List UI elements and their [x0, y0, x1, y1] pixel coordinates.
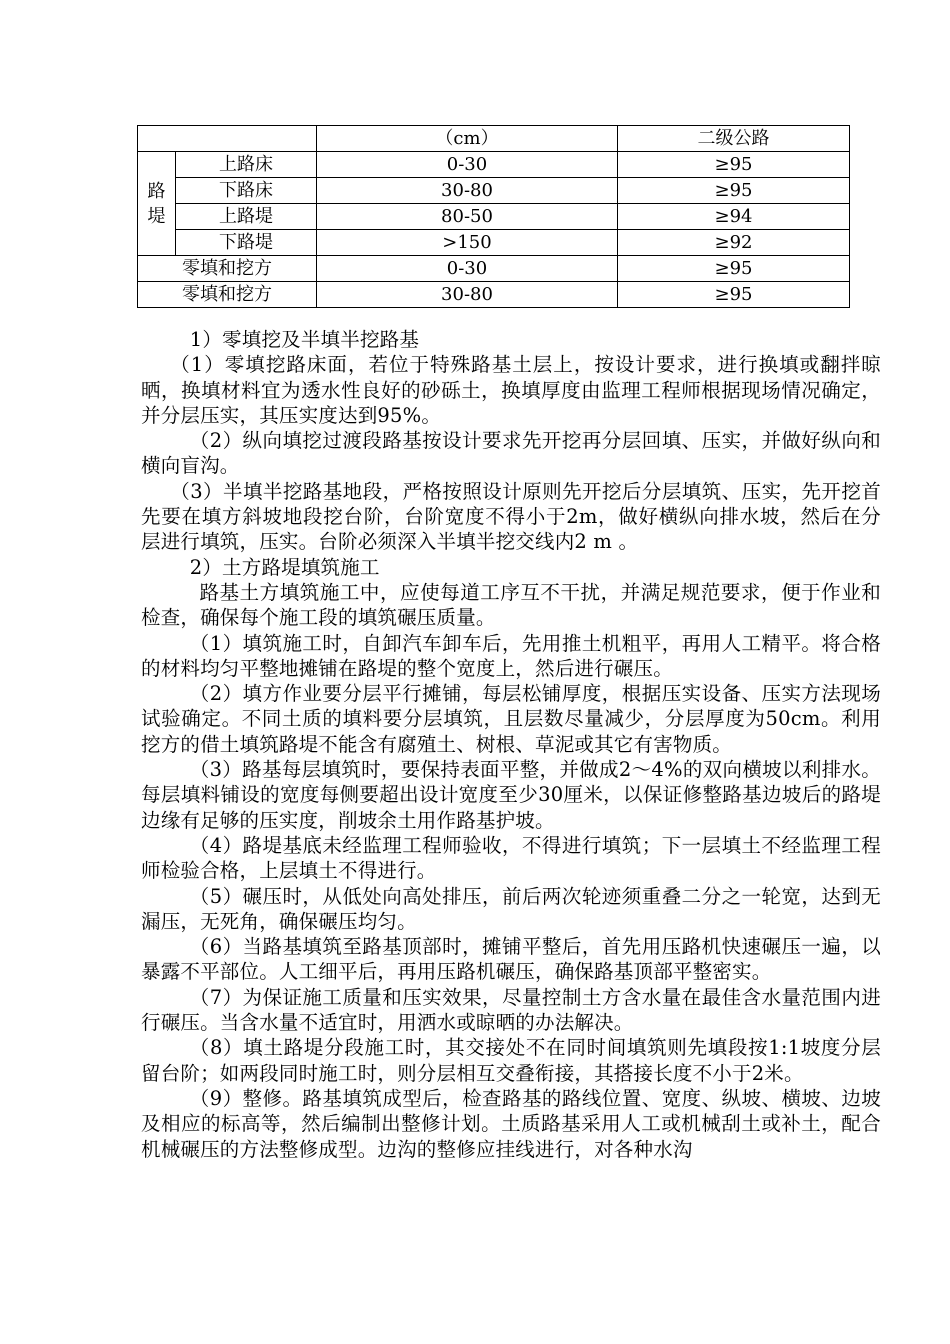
group-label-cell [138, 152, 176, 256]
paragraph: （7）为保证施工质量和压实效果，尽量控制土方含水量在最佳含水量范围内进行碾压。当含水量不适宜时，用洒水或晾晒的办法解决。 [141, 985, 881, 1035]
group-label-char: 路 [147, 180, 166, 202]
row-depth-cell: 0-30 [317, 256, 618, 282]
paragraph: （5）碾压时，从低处向高处排压，前后两次轮迹须重叠二分之一轮宽，达到无漏压，无死角，确保碾压均匀。 [141, 884, 881, 933]
row-value-cell: ≥92 [618, 230, 850, 256]
paragraph: （9）整修。路基填筑成型后，检查路基的路线位置、宽度、纵坡、横坡、边坡及相应的标高等，然后编制出整修计划。土质路基采用人工或机械刮土或补土，配合机械碾压的方法整修成型。边沟的整修应挂线进行，对各种水沟 [141, 1086, 881, 1161]
paragraph: （3）半填半挖路基地段，严格按照设计原则先开挖后分层填筑、压实，先开挖首先要在填方斜坡地段挖台阶，台阶宽度不得小于2m，做好横纵向排水坡，然后在分层进行填筑，压实。台阶必须深入半填半挖交线内2 m 。 [141, 479, 881, 554]
row-name-cell: 下路床 [176, 178, 317, 204]
paragraph: （2）填方作业要分层平行摊铺，每层松铺厚度，根据压实设备、压实方法现场试验确定。不同土质的填料要分层填筑，且层数尽量减少，分层厚度为50cm。利用挖方的借土填筑路堤不能含有腐殖土、树根、草泥或其它有害物质。 [141, 682, 881, 756]
row-name-cell: 下路堤 [176, 230, 317, 256]
paragraph: （2）纵向填挖过渡段路基按设计要求先开挖再分层回填、压实，并做好纵向和横向盲沟。 [141, 429, 881, 478]
row-value-cell: ≥95 [618, 282, 850, 308]
paragraph: 路基土方填筑施工中，应使每道工序互不干扰，并满足规范要求，便于作业和检查，确保每个施工段的填筑碾压质量。 [141, 580, 881, 630]
row-depth-cell: 30-80 [317, 282, 618, 308]
row-depth-cell: 80-50 [317, 204, 618, 230]
row-name-cell: 零填和挖方 [138, 282, 317, 308]
paragraph: （6）当路基填筑至路基顶部时，摊铺平整后，首先用压路机快速碾压一遍，以暴露不平部位。人工细平后，再用压路机碾压，确保路基顶部平整密实。 [141, 935, 881, 984]
header-depth-cell: （cm） [317, 126, 618, 152]
paragraph: （1）填筑施工时，自卸汽车卸车后，先用推土机粗平，再用人工精平。将合格的材料均匀平整地摊铺在路堤的整个宽度上，然后进行碾压。 [141, 631, 881, 680]
row-depth-cell: >150 [317, 230, 618, 256]
table-row [138, 282, 850, 308]
compaction-table [137, 125, 850, 308]
row-name-cell: 上路堤 [176, 204, 317, 230]
section-heading: 1）零填挖及半填半挖路基 [189, 328, 420, 351]
paragraph: （1）零填挖路床面，若位于特殊路基土层上，按设计要求，进行换填或翻拌晾晒，换填材料宜为透水性良好的砂砾土，换填厚度由监理工程师根据现场情况确定，并分层压实，其压实度达到95%。 [141, 353, 881, 427]
group-label-char: 堤 [147, 205, 166, 227]
row-value-cell: ≥95 [618, 256, 850, 282]
table-row [138, 178, 850, 204]
row-depth-cell: 30-80 [317, 178, 618, 204]
row-name-cell: 零填和挖方 [138, 256, 317, 282]
header-grade-cell: 二级公路 [618, 126, 850, 152]
paragraph: （4）路堤基底未经监理工程师验收，不得进行填筑；下一层填土不经监理工程师检验合格，上层填土不得进行。 [141, 833, 881, 883]
paragraph: （3）路基每层填筑时，要保持表面平整，并做成2～4%的双向横坡以利排水。每层填料铺设的宽度每侧要超出设计宽度至少30厘米，以保证修整路基边坡后的路堤边缘有足够的压实度，削坡余土用作路基护坡。 [141, 758, 881, 832]
row-value-cell: ≥95 [618, 152, 850, 178]
row-name-cell: 上路床 [176, 152, 317, 178]
row-depth-cell: 0-30 [317, 152, 618, 178]
section-heading: 2）土方路堤填筑施工 [189, 555, 380, 579]
header-blank-cell [138, 126, 317, 152]
body-text [141, 327, 881, 1162]
table-header-row [138, 126, 850, 152]
row-value-cell: ≥95 [618, 178, 850, 204]
paragraph: （8）填土路堤分段施工时，其交接处不在同时间填筑则先填段按1:1坡度分层留台阶；如两段同时施工时，则分层相互交叠衔接，其搭接长度不小于2米。 [141, 1036, 881, 1085]
table-row [138, 230, 850, 256]
table-row [138, 204, 850, 230]
table-row [138, 152, 850, 178]
table-row [138, 256, 850, 282]
row-value-cell: ≥94 [618, 204, 850, 230]
